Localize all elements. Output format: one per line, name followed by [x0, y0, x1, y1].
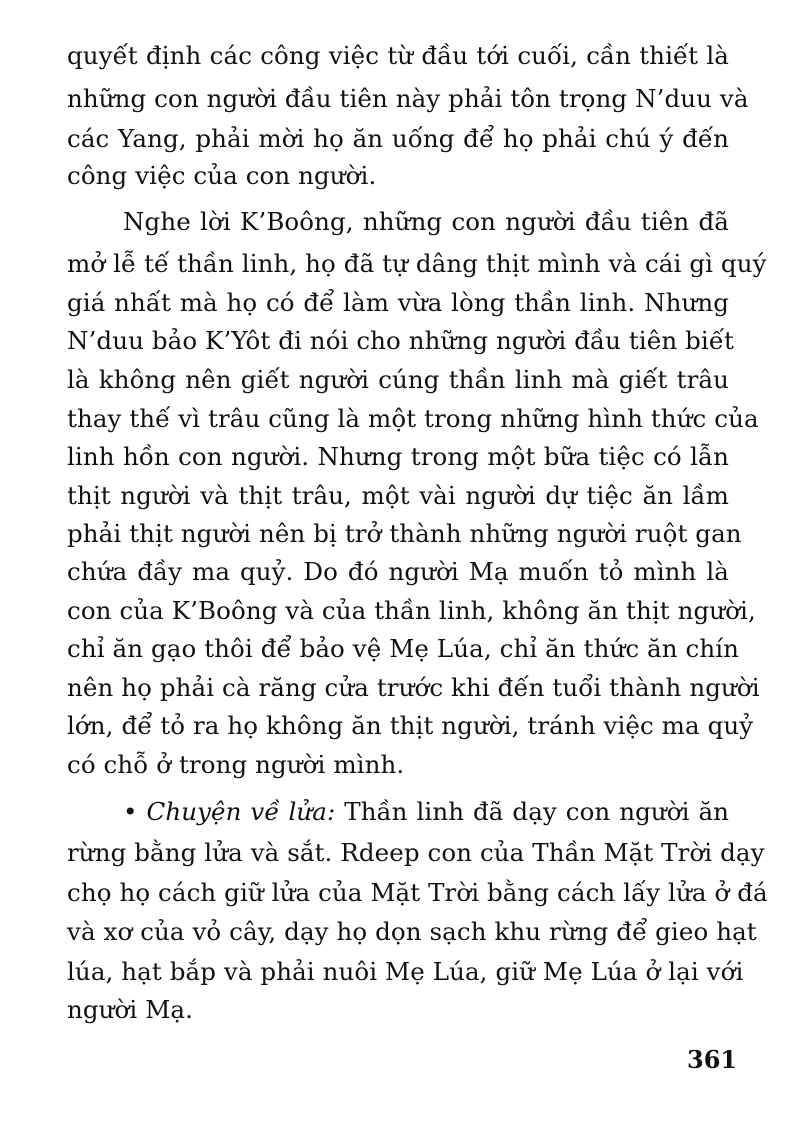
paragraph-1-line-2: những con người đầu tiên này phải tôn trọng N’duu và [67, 84, 749, 113]
paragraph-3-line-1 [123, 793, 729, 831]
paragraph-2-line-2: mở lễ tế thần linh, họ đã tự dâng thịt mình và cái gì quý [67, 249, 767, 278]
paragraph-2-line-15: có chỗ ở trong người mình. [67, 750, 405, 779]
paragraph-3-line-2: rừng bằng lửa và sắt. Rdeep con của Thần Mặt Trời dạy [67, 838, 765, 867]
paragraph-2-line-8: thịt người và thịt trâu, một vài người dự tiệc ăn lầm [67, 481, 729, 510]
paragraph-3-line-6: người Mạ. [67, 995, 193, 1024]
paragraph-2-line-13: nên họ phải cà răng cửa trước khi đến tuổi thành người [67, 673, 760, 702]
paragraph-3-line-1-rest: Thần linh đã dạy con người ăn [344, 797, 729, 826]
paragraph-3-line-3: chọ họ cách giữ lửa của Mặt Trời bằng cách lấy lửa ở đá [67, 878, 768, 907]
paragraph-2-line-9: phải thịt người nên bị trở thành những người ruột gan [67, 519, 742, 548]
paragraph-2-line-7: linh hồn con người. Nhưng trong một bữa tiệc có lẫn [67, 442, 729, 471]
paragraph-3-line-5: lúa, hạt bắp và phải nuôi Mẹ Lúa, giữ Mẹ Lúa ở lại với [67, 957, 744, 986]
paragraph-1-line-3: các Yang, phải mời họ ăn uống để họ phải chú ý đến [67, 124, 729, 153]
paragraph-2-line-3: giá nhất mà họ có để làm vừa lòng thần linh. Nhưng [67, 288, 729, 317]
paragraph-2-line-5: là không nên giết người cúng thần linh mà giết trâu [67, 365, 729, 394]
page-number: 361 [687, 1045, 738, 1074]
section-heading: Chuyện về lửa: [146, 797, 336, 826]
paragraph-1-line-4: công việc của con người. [67, 161, 377, 190]
paragraph-1-line-1: quyết định các công việc từ đầu tới cuối, cần thiết là [67, 41, 729, 70]
paragraph-2-line-10: chứa đầy ma quỷ. Do đó người Mạ muốn tỏ mình là [67, 557, 729, 586]
paragraph-2-line-12: chỉ ăn gạo thôi để bảo vệ Mẹ Lúa, chỉ ăn thức ăn chín [67, 634, 740, 663]
paragraph-2-line-14: lớn, để tỏ ra họ không ăn thịt người, tránh việc ma quỷ [67, 711, 754, 740]
paragraph-2-line-11: con của K’Boông và của thần linh, không ăn thịt người, [67, 596, 756, 625]
paragraph-2-line-4: N’duu bảo K’Yôt đi nói cho những người đầu tiên biết [67, 326, 734, 355]
paragraph-3-line-4: và xơ của vỏ cây, dạy họ dọn sạch khu rừng để gieo hạt [67, 917, 757, 946]
bullet: • [123, 797, 138, 826]
paragraph-2-line-1: Nghe lời K’Boông, những con người đầu tiên đã [123, 207, 729, 236]
paragraph-2-line-6: thay thế vì trâu cũng là một trong những hình thức của [67, 404, 759, 433]
